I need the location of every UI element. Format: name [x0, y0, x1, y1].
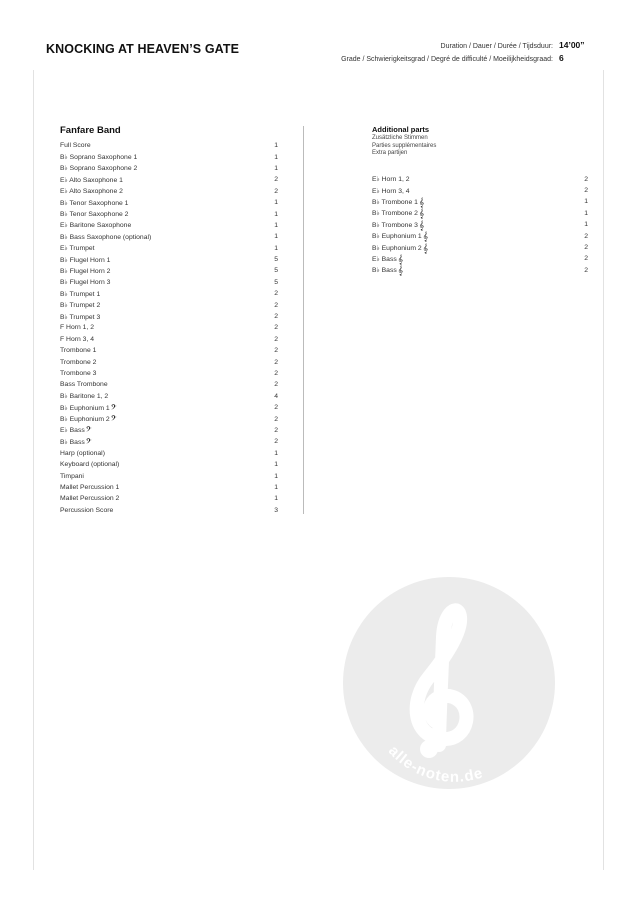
part-name — [60, 415, 116, 423]
fanfare-part-row — [60, 379, 278, 390]
treble-clef-icon: 𝄞 — [418, 196, 425, 207]
part-name — [60, 404, 116, 412]
part-name-text: Mallet Percussion 1 — [60, 483, 120, 491]
part-quantity: 2 — [274, 370, 278, 377]
part-name — [60, 381, 108, 388]
additional-part-row — [372, 196, 588, 207]
additional-parts — [372, 174, 588, 277]
part-name-text: Keyboard (optional) — [60, 461, 120, 469]
fanfare-part-row — [60, 299, 278, 310]
additional-part-row — [372, 242, 588, 253]
grade-label: Grade / Schwierigkeitsgrad / Degré de difficulté / Moeilijkheidsgraad: — [341, 56, 553, 63]
part-quantity: 2 — [274, 176, 278, 184]
fanfare-part-row — [60, 140, 278, 151]
part-name-text: E♭ Baritone Saxophone — [60, 222, 132, 230]
part-name-text: Percussion Score — [60, 506, 114, 514]
fanfare-part-row — [60, 197, 278, 208]
alle-noten-watermark — [343, 577, 555, 789]
piece-title: KNOCKING AT HEAVEN’S GATE — [46, 42, 240, 56]
part-name — [60, 507, 113, 514]
part-name — [60, 336, 94, 343]
part-name — [60, 142, 91, 149]
part-name — [60, 187, 123, 195]
part-name-text: Harp (optional) — [60, 449, 105, 457]
part-quantity: 1 — [274, 233, 278, 241]
duration-value: 14’00” — [559, 40, 585, 50]
fanfare-part-row — [60, 402, 278, 413]
part-quantity: 2 — [584, 266, 588, 274]
additional-sub-de: Zusätzliche Stimmen — [372, 135, 428, 141]
fanfare-part-row — [60, 254, 278, 265]
bass-clef-icon: 𝄢 — [85, 436, 92, 447]
part-name — [372, 187, 410, 195]
part-name — [60, 290, 100, 298]
part-name — [60, 461, 119, 468]
part-name-text: Trombone 2 — [60, 358, 97, 366]
fanfare-part-row — [60, 345, 278, 356]
part-quantity: 2 — [274, 187, 278, 195]
part-name — [60, 438, 92, 446]
part-name-text: E♭ Trumpet — [60, 245, 95, 253]
part-quantity: 1 — [274, 495, 278, 503]
part-name — [60, 313, 100, 321]
part-quantity: 1 — [274, 164, 278, 172]
fanfare-part-row — [60, 391, 278, 402]
part-name-text: B♭ Bass — [372, 267, 397, 275]
fanfare-band-list — [60, 125, 278, 516]
part-quantity: 1 — [274, 153, 278, 161]
part-name-text: F Horn 1, 2 — [60, 324, 94, 332]
treble-clef-icon: 𝄞 — [422, 242, 429, 253]
part-name-text: E♭ Alto Saxophone 1 — [60, 176, 123, 184]
part-name-text: B♭ Flugel Horn 2 — [60, 267, 111, 275]
part-quantity: 1 — [274, 449, 278, 457]
part-name — [372, 244, 428, 252]
fanfare-part-row — [60, 368, 278, 379]
grade-row — [255, 53, 585, 66]
part-quantity: 2 — [274, 301, 278, 309]
part-name — [60, 426, 92, 434]
part-name-text: Trombone 1 — [60, 347, 97, 355]
bass-clef-icon: 𝄢 — [110, 402, 117, 413]
part-name — [60, 473, 84, 480]
fanfare-part-row — [60, 186, 278, 197]
part-name-text: B♭ Soprano Saxophone 1 — [60, 154, 138, 162]
part-name-text: F Horn 3, 4 — [60, 335, 94, 343]
part-name-text: B♭ Euphonium 2 — [372, 244, 422, 252]
page-frame-left — [33, 70, 34, 870]
part-name-text: Trombone 3 — [60, 370, 97, 377]
part-quantity: 2 — [584, 187, 588, 195]
fanfare-part-row — [60, 265, 278, 276]
part-name — [60, 153, 137, 161]
part-name — [372, 175, 410, 183]
treble-clef-icon: 𝄞 — [397, 265, 404, 276]
part-name-text: Bass Trombone — [60, 381, 108, 389]
fanfare-parts — [60, 140, 278, 516]
fanfare-part-row — [60, 277, 278, 288]
part-name-text: B♭ Baritone 1, 2 — [60, 393, 109, 401]
part-name-text: B♭ Trombone 3 — [372, 221, 418, 229]
part-name-text: B♭ Euphonium 2 — [60, 416, 110, 424]
part-name-text: B♭ Trumpet 1 — [60, 290, 101, 298]
part-name — [60, 176, 123, 184]
fanfare-part-row — [60, 448, 278, 459]
fanfare-part-row — [60, 459, 278, 470]
part-name-text: B♭ Trombone 2 — [372, 210, 418, 218]
part-quantity: 2 — [274, 358, 278, 366]
column-divider — [303, 126, 304, 514]
fanfare-part-row — [60, 311, 278, 322]
additional-heading: Additional parts — [372, 125, 430, 134]
part-name-text: B♭ Tenor Saxophone 1 — [60, 199, 129, 207]
fanfare-part-row — [60, 288, 278, 299]
fanfare-part-row — [60, 356, 278, 367]
fanfare-part-row — [60, 208, 278, 219]
part-name-text: B♭ Bass Saxophone (optional) — [60, 233, 152, 241]
treble-clef-icon: 𝄞 — [397, 253, 404, 264]
part-name-text: E♭ Bass — [372, 255, 397, 263]
bass-clef-icon: 𝄢 — [110, 414, 117, 425]
part-name — [372, 232, 428, 240]
additional-parts-list — [372, 125, 588, 276]
part-name — [60, 359, 96, 366]
fanfare-heading: Fanfare Band — [60, 125, 121, 136]
fanfare-part-row — [60, 322, 278, 333]
additional-part-row — [372, 253, 588, 264]
part-quantity: 1 — [274, 472, 278, 480]
part-name-text: B♭ Euphonium 1 — [60, 404, 110, 412]
fanfare-part-row — [60, 425, 278, 436]
part-quantity: 2 — [274, 404, 278, 412]
part-quantity: 1 — [274, 210, 278, 218]
part-name — [372, 221, 424, 229]
part-quantity: 2 — [274, 426, 278, 434]
part-quantity: 2 — [274, 347, 278, 355]
part-name — [60, 324, 94, 331]
duration-label: Duration / Dauer / Durée / Tijdsduur: — [440, 43, 553, 50]
part-name-text: B♭ Flugel Horn 3 — [60, 279, 111, 287]
grade-value: 6 — [559, 53, 564, 63]
part-quantity: 2 — [274, 313, 278, 321]
part-quantity: 5 — [274, 256, 278, 264]
part-name — [60, 484, 119, 491]
part-quantity: 2 — [584, 175, 588, 183]
part-quantity: 2 — [274, 290, 278, 298]
fanfare-part-row — [60, 470, 278, 481]
part-name-text: E♭ Horn 3, 4 — [372, 187, 410, 195]
additional-part-row — [372, 208, 588, 219]
fanfare-part-row — [60, 163, 278, 174]
part-name — [372, 198, 424, 206]
fanfare-part-row — [60, 505, 278, 516]
part-name-text: E♭ Horn 1, 2 — [372, 176, 410, 184]
fanfare-part-row — [60, 482, 278, 493]
page-frame-right — [603, 70, 604, 870]
part-quantity: 1 — [274, 461, 278, 469]
piece-meta — [255, 40, 585, 66]
fanfare-part-row — [60, 493, 278, 504]
part-quantity: 1 — [584, 209, 588, 217]
part-name-text: B♭ Trombone 1 — [372, 198, 418, 206]
part-quantity: 1 — [584, 221, 588, 229]
part-quantity: 2 — [584, 244, 588, 252]
part-name — [60, 210, 128, 218]
part-quantity: 2 — [274, 381, 278, 389]
part-name-text: B♭ Euphonium 1 — [372, 233, 422, 241]
part-quantity: 1 — [274, 221, 278, 229]
part-name-text: B♭ Soprano Saxophone 2 — [60, 165, 138, 173]
part-quantity: 1 — [584, 198, 588, 206]
part-quantity: 1 — [274, 142, 278, 150]
additional-sub-fr: Parties supplémentaires — [372, 142, 437, 149]
part-quantity: 4 — [274, 392, 278, 400]
part-name-text: Mallet Percussion 2 — [60, 495, 120, 503]
part-name — [60, 392, 108, 400]
part-quantity: 2 — [274, 335, 278, 343]
treble-clef-icon: 𝄞 — [418, 208, 425, 219]
part-name — [60, 244, 95, 252]
treble-clef-icon: 𝄞 — [422, 231, 429, 242]
additional-sub-nl: Extra partijen — [372, 150, 408, 156]
part-name — [60, 495, 119, 502]
part-name — [60, 221, 131, 229]
part-name — [60, 347, 96, 354]
part-name — [372, 266, 403, 274]
part-name-text: B♭ Tenor Saxophone 2 — [60, 211, 129, 219]
part-quantity: 5 — [274, 278, 278, 286]
part-name-text: E♭ Alto Saxophone 2 — [60, 188, 123, 196]
part-quantity: 3 — [274, 506, 278, 514]
part-name — [60, 256, 110, 264]
part-name-text: B♭ Trumpet 3 — [60, 313, 101, 321]
part-name — [372, 209, 424, 217]
fanfare-part-row — [60, 334, 278, 345]
part-name — [60, 370, 96, 377]
watermark-text: alle-noten.de — [384, 742, 486, 786]
part-quantity: 2 — [584, 232, 588, 240]
part-name-text: B♭ Bass — [60, 438, 85, 446]
additional-part-row — [372, 265, 588, 276]
part-quantity: 1 — [274, 199, 278, 207]
part-name — [372, 255, 403, 263]
part-name — [60, 301, 100, 309]
part-name — [60, 450, 105, 457]
additional-part-row — [372, 174, 588, 185]
part-name — [60, 233, 151, 241]
additional-part-row — [372, 230, 588, 241]
additional-part-row — [372, 185, 588, 196]
part-name-text: Full Score — [60, 142, 91, 150]
part-quantity: 1 — [274, 483, 278, 491]
part-name-text: Timpani — [60, 472, 84, 480]
part-name-text: B♭ Flugel Horn 1 — [60, 256, 111, 264]
fanfare-part-row — [60, 413, 278, 424]
part-name — [60, 199, 128, 207]
fanfare-part-row — [60, 220, 278, 231]
part-name — [60, 278, 110, 286]
part-quantity: 2 — [584, 255, 588, 263]
treble-clef-icon: 𝄞 — [418, 219, 425, 230]
part-quantity: 2 — [274, 438, 278, 446]
duration-row — [255, 40, 585, 53]
part-name-text: B♭ Trumpet 2 — [60, 302, 101, 310]
part-quantity: 1 — [274, 244, 278, 252]
bass-clef-icon: 𝄢 — [85, 425, 92, 436]
part-quantity: 2 — [274, 324, 278, 332]
part-name-text: E♭ Bass — [60, 427, 85, 435]
part-name — [60, 164, 137, 172]
additional-part-row — [372, 219, 588, 230]
fanfare-part-row — [60, 243, 278, 254]
fanfare-part-row — [60, 231, 278, 242]
fanfare-part-row — [60, 151, 278, 162]
part-quantity: 5 — [274, 267, 278, 275]
part-name — [60, 267, 110, 275]
fanfare-part-row — [60, 436, 278, 447]
part-quantity: 2 — [274, 415, 278, 423]
fanfare-part-row — [60, 174, 278, 185]
